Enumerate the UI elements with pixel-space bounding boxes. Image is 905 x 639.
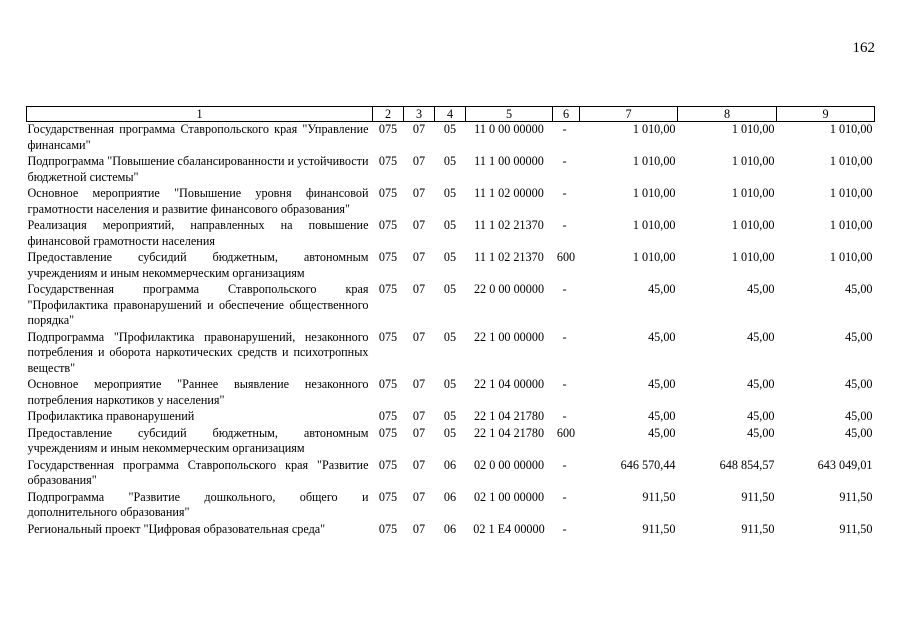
cell-code-admin: 075 <box>378 425 398 440</box>
cell-expense-type: - <box>562 122 567 136</box>
cell-section: 07 <box>412 489 426 504</box>
col-header-7: 7 <box>580 107 678 122</box>
cell-amount-2: 1 010,00 <box>731 122 775 136</box>
cell-name: Подпрограмма "Повышение сбалансированности и устойчивости бюджетной системы" <box>27 154 369 184</box>
cell-code-admin: 075 <box>378 186 398 200</box>
cell-amount-1: 1 010,00 <box>632 186 676 200</box>
col-header-8: 8 <box>678 107 777 122</box>
cell-expense-type: - <box>562 409 567 423</box>
cell-name: Государственная программа Ставропольского края "Управление финансами" <box>27 122 369 152</box>
cell-target-article: 02 1 E4 00000 <box>473 521 545 536</box>
cell-amount-1: 1 010,00 <box>632 154 676 168</box>
cell-subsection: 05 <box>443 186 457 200</box>
cell-code-admin: 075 <box>378 489 398 504</box>
cell-section: 07 <box>412 122 426 136</box>
cell-target-article: 11 1 02 21370 <box>474 250 544 264</box>
cell-amount-3: 1 010,00 <box>829 186 873 200</box>
cell-section: 07 <box>412 186 426 200</box>
cell-section: 07 <box>412 154 426 168</box>
cell-section: 07 <box>412 457 426 472</box>
cell-target-article: 11 1 02 00000 <box>474 186 544 200</box>
cell-amount-1: 1 010,00 <box>632 218 676 232</box>
cell-amount-1: 45,00 <box>648 425 676 440</box>
cell-target-article: 22 1 00 00000 <box>473 329 545 344</box>
cell-amount-2: 1 010,00 <box>731 250 775 264</box>
table-row <box>27 522 875 539</box>
cell-target-article: 02 0 00 00000 <box>473 457 545 472</box>
cell-name: Подпрограмма "Развитие дошкольного, общего и дополнительного образования" <box>27 489 369 519</box>
cell-section: 07 <box>412 425 426 440</box>
cell-expense-type: - <box>562 489 567 504</box>
col-header-6: 6 <box>553 107 580 122</box>
cell-section: 07 <box>412 521 426 536</box>
cell-expense-type: - <box>562 457 567 472</box>
cell-expense-type: 600 <box>556 250 576 264</box>
table-body <box>27 122 875 539</box>
cell-section: 07 <box>412 250 426 264</box>
cell-code-admin: 075 <box>378 409 398 423</box>
cell-amount-1: 911,50 <box>642 489 676 504</box>
cell-amount-3: 643 049,01 <box>817 457 873 472</box>
cell-subsection: 05 <box>443 154 457 168</box>
cell-target-article: 22 1 04 21780 <box>473 425 545 440</box>
table-row <box>27 426 875 458</box>
cell-amount-2: 45,00 <box>747 329 775 344</box>
cell-amount-3: 911,50 <box>839 521 873 536</box>
cell-subsection: 05 <box>443 122 457 136</box>
cell-subsection: 05 <box>443 377 457 391</box>
col-header-9: 9 <box>777 107 875 122</box>
cell-amount-3: 45,00 <box>845 425 873 440</box>
cell-expense-type: - <box>562 218 567 232</box>
cell-amount-1: 45,00 <box>648 377 676 391</box>
table-row <box>27 218 875 250</box>
cell-code-admin: 075 <box>378 521 398 536</box>
col-header-5: 5 <box>466 107 553 122</box>
cell-subsection: 05 <box>443 282 457 296</box>
cell-code-admin: 075 <box>378 218 398 232</box>
cell-code-admin: 075 <box>378 282 398 296</box>
col-header-4: 4 <box>435 107 466 122</box>
table-row <box>27 409 875 426</box>
cell-amount-2: 1 010,00 <box>731 218 775 232</box>
table-row <box>27 154 875 186</box>
cell-amount-1: 646 570,44 <box>620 457 676 472</box>
cell-amount-2: 648 854,57 <box>719 457 775 472</box>
cell-name: Основное мероприятие "Раннее выявление незаконного потребления наркотиков у населения" <box>27 377 369 407</box>
cell-subsection: 05 <box>443 250 457 264</box>
cell-amount-3: 911,50 <box>839 489 873 504</box>
cell-name: Профилактика правонарушений <box>27 409 195 423</box>
cell-expense-type: 600 <box>556 425 576 440</box>
cell-amount-3: 1 010,00 <box>829 250 873 264</box>
cell-amount-1: 1 010,00 <box>632 250 676 264</box>
cell-amount-3: 45,00 <box>845 409 873 423</box>
cell-amount-1: 1 010,00 <box>632 122 676 136</box>
page-number: 162 <box>852 40 875 56</box>
cell-amount-2: 911,50 <box>741 489 775 504</box>
cell-target-article: 11 0 00 00000 <box>474 122 544 136</box>
cell-amount-3: 1 010,00 <box>829 218 873 232</box>
cell-amount-1: 45,00 <box>648 282 676 296</box>
cell-amount-2: 45,00 <box>747 425 775 440</box>
cell-subsection: 05 <box>443 425 457 440</box>
cell-expense-type: - <box>562 282 567 296</box>
cell-name: Региональный проект "Цифровая образовательная среда" <box>27 521 326 536</box>
cell-name: Подпрограмма "Профилактика правонарушений, незаконного потребления и оборота наркотических средств и психотропных веществ" <box>27 329 369 375</box>
cell-subsection: 06 <box>443 521 457 536</box>
cell-subsection: 06 <box>443 489 457 504</box>
cell-amount-3: 1 010,00 <box>829 122 873 136</box>
cell-target-article: 11 1 02 21370 <box>474 218 544 232</box>
cell-amount-3: 45,00 <box>845 329 873 344</box>
cell-target-article: 22 1 04 00000 <box>473 377 545 391</box>
col-header-2: 2 <box>373 107 404 122</box>
cell-subsection: 05 <box>443 409 457 423</box>
cell-amount-2: 45,00 <box>747 377 775 391</box>
cell-expense-type: - <box>562 154 567 168</box>
cell-amount-3: 45,00 <box>845 377 873 391</box>
cell-amount-3: 1 010,00 <box>829 154 873 168</box>
cell-amount-2: 1 010,00 <box>731 186 775 200</box>
table-row <box>27 458 875 490</box>
cell-code-admin: 075 <box>378 250 398 264</box>
cell-amount-2: 45,00 <box>747 409 775 423</box>
cell-code-admin: 075 <box>378 122 398 136</box>
cell-target-article: 22 1 04 21780 <box>473 409 545 423</box>
cell-section: 07 <box>412 218 426 232</box>
cell-section: 07 <box>412 377 426 391</box>
cell-section: 07 <box>412 329 426 344</box>
cell-section: 07 <box>412 409 426 423</box>
table-row <box>27 330 875 378</box>
cell-subsection: 05 <box>443 329 457 344</box>
cell-target-article: 11 1 00 00000 <box>474 154 544 168</box>
cell-amount-2: 1 010,00 <box>731 154 775 168</box>
cell-name: Государственная программа Ставропольского края "Развитие образования" <box>27 457 369 487</box>
cell-amount-1: 45,00 <box>648 409 676 423</box>
table-row <box>27 250 875 282</box>
table-row <box>27 490 875 522</box>
cell-code-admin: 075 <box>378 457 398 472</box>
cell-subsection: 06 <box>443 457 457 472</box>
cell-amount-1: 911,50 <box>642 521 676 536</box>
table-row <box>27 186 875 218</box>
cell-name: Реализация мероприятий, направленных на повышение финансовой грамотности населения <box>27 218 369 248</box>
cell-expense-type: - <box>562 329 567 344</box>
cell-expense-type: - <box>562 377 567 391</box>
table-row <box>27 377 875 409</box>
cell-name: Предоставление субсидий бюджетным, автономным учреждениям и иным некоммерческим организациям <box>27 425 369 455</box>
col-header-3: 3 <box>404 107 435 122</box>
cell-code-admin: 075 <box>378 154 398 168</box>
cell-code-admin: 075 <box>378 329 398 344</box>
cell-name: Предоставление субсидий бюджетным, автономным учреждениям и иным некоммерческим организациям <box>27 250 369 280</box>
header-row <box>27 107 875 122</box>
table-row <box>27 122 875 155</box>
cell-expense-type: - <box>562 186 567 200</box>
cell-name: Основное мероприятие "Повышение уровня финансовой грамотности населения и развитие финансового образования" <box>27 186 369 216</box>
cell-target-article: 22 0 00 00000 <box>473 282 545 296</box>
col-header-1: 1 <box>27 107 373 122</box>
cell-code-admin: 075 <box>378 377 398 391</box>
cell-name: Государственная программа Ставропольского края "Профилактика правонарушений и обеспечение общественного порядка" <box>27 282 369 327</box>
cell-subsection: 05 <box>443 218 457 232</box>
cell-expense-type: - <box>562 521 567 536</box>
cell-amount-3: 45,00 <box>845 282 873 296</box>
cell-amount-1: 45,00 <box>648 329 676 344</box>
table-row <box>27 282 875 330</box>
cell-amount-2: 911,50 <box>741 521 775 536</box>
cell-section: 07 <box>412 282 426 296</box>
budget-table <box>26 106 875 538</box>
cell-amount-2: 45,00 <box>747 282 775 296</box>
cell-target-article: 02 1 00 00000 <box>473 489 545 504</box>
